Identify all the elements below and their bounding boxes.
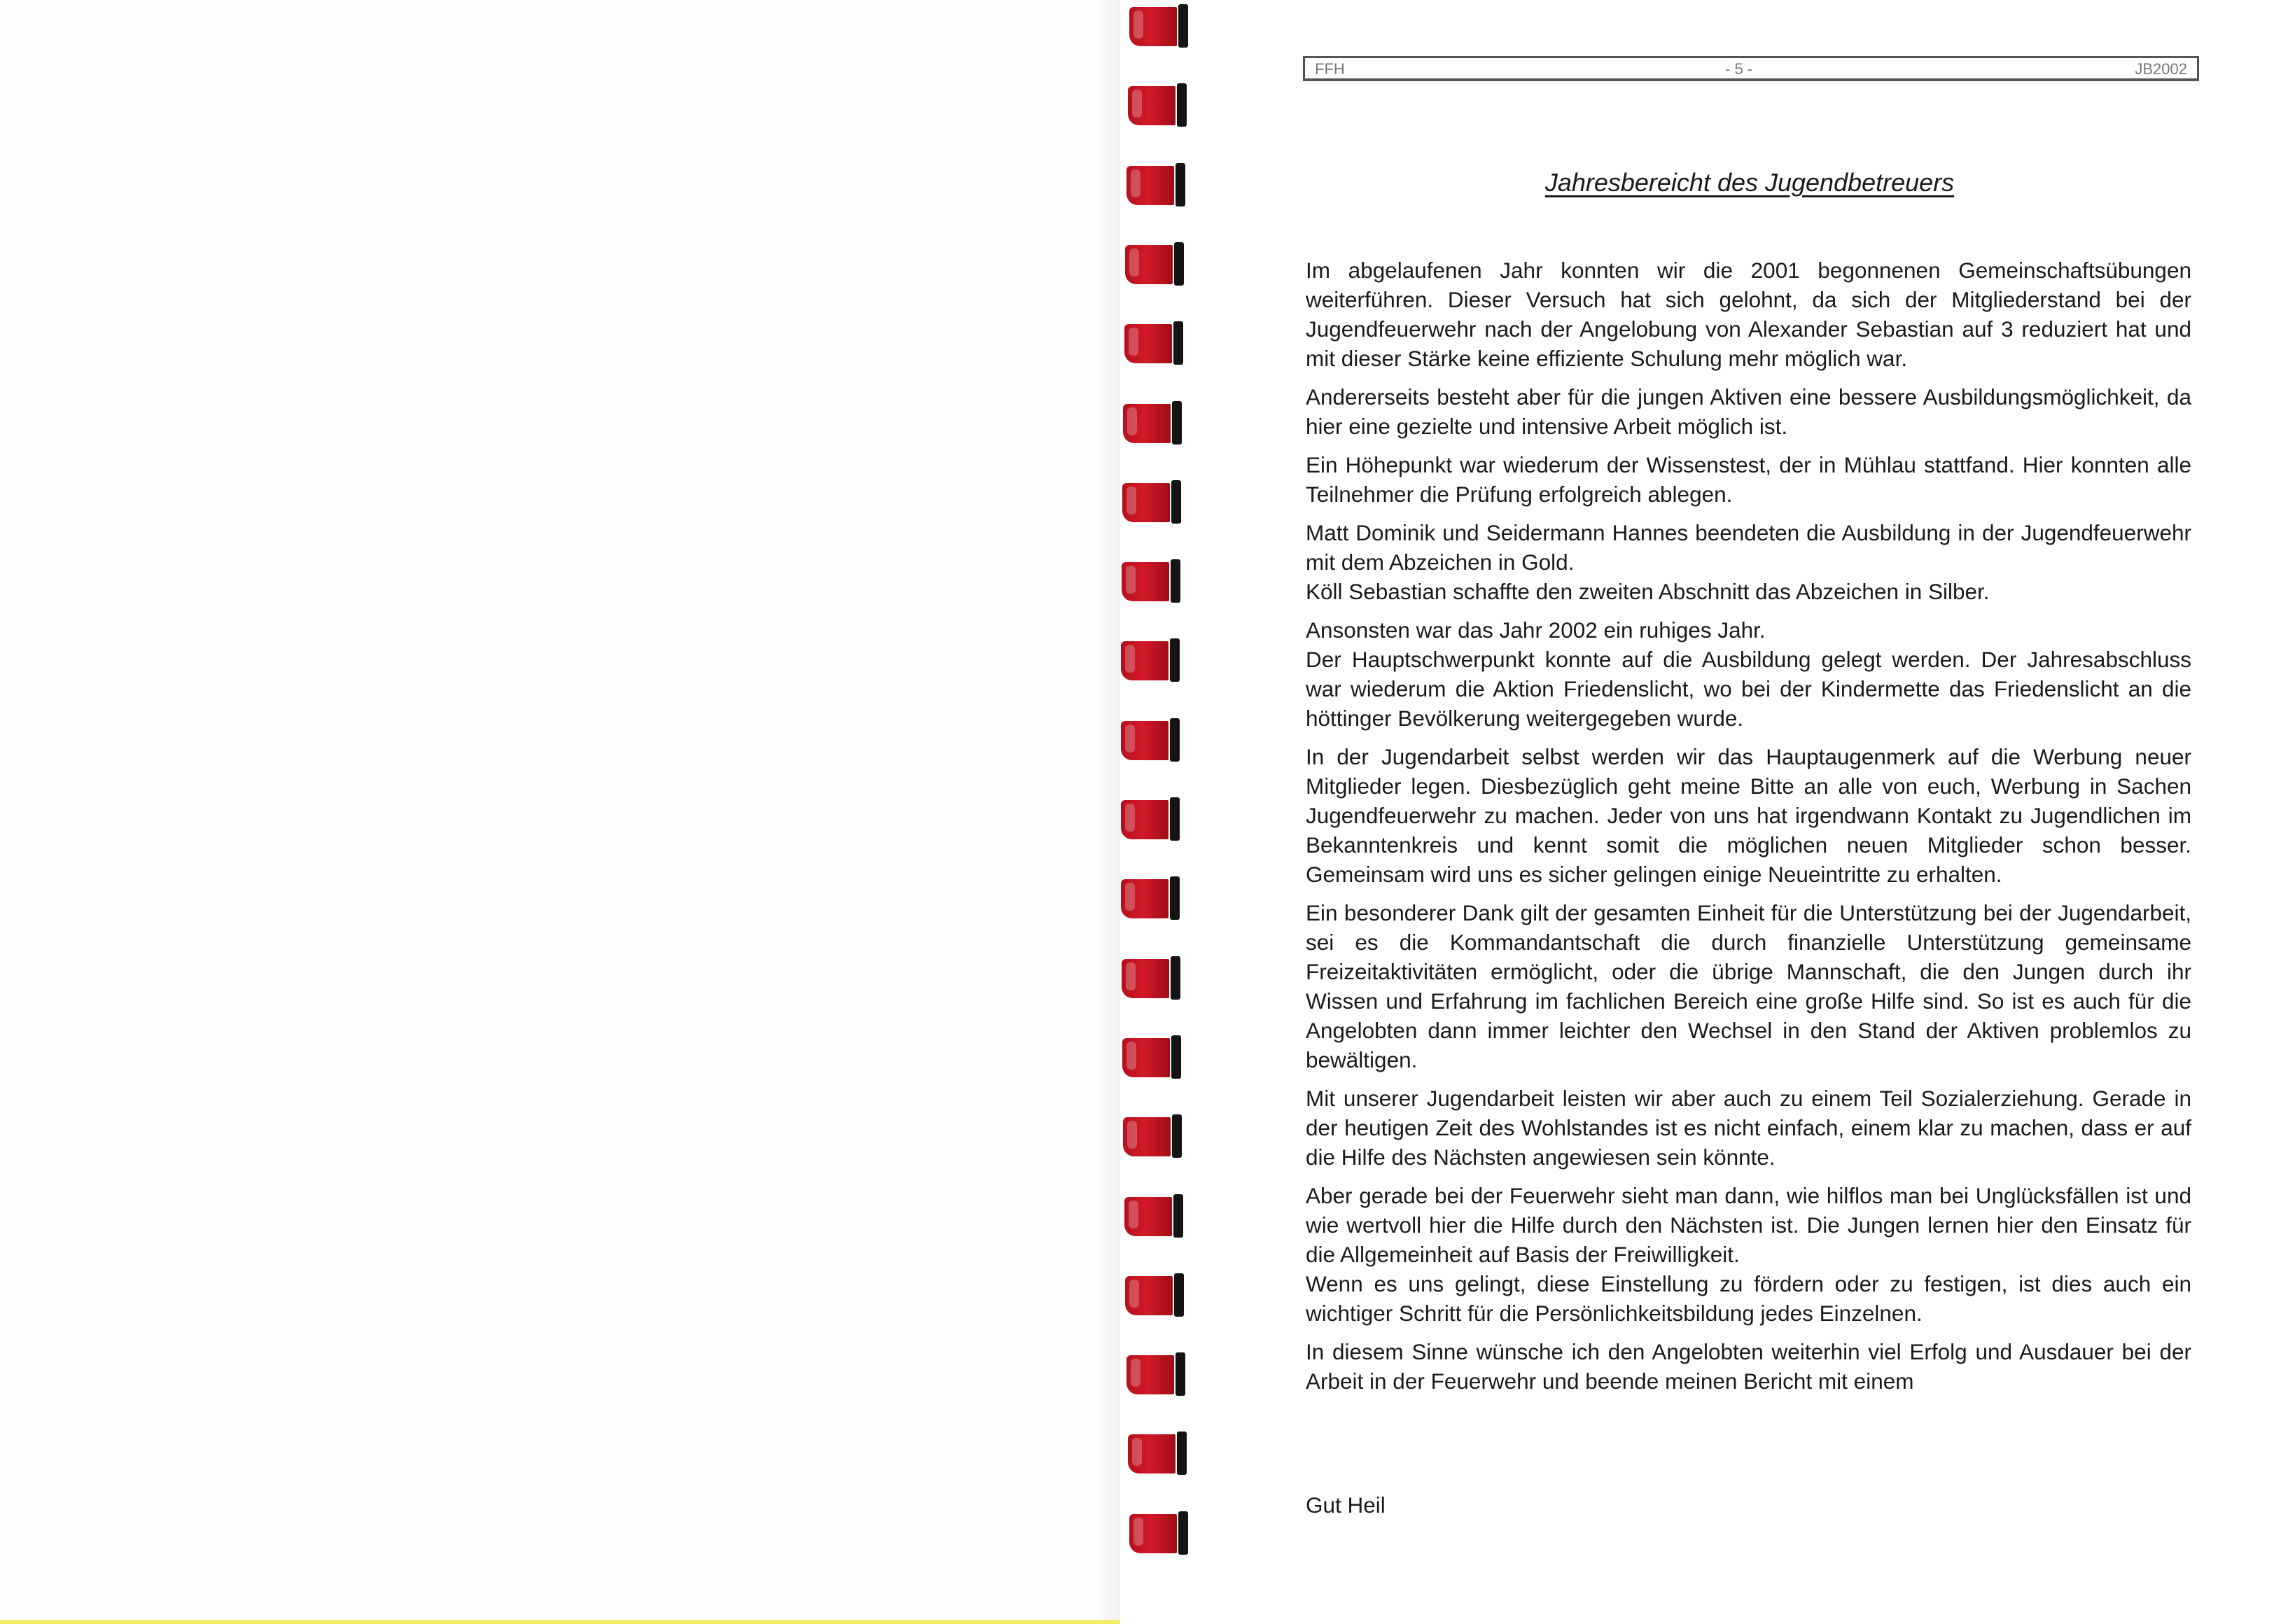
report-paragraph <box>1306 615 2191 733</box>
binding-ring <box>1121 641 1180 680</box>
header-right-label: JB2002 <box>2135 60 2187 78</box>
binding-ring-clip <box>1170 718 1180 762</box>
binding-ring-clip <box>1170 638 1180 682</box>
binding-ring <box>1122 483 1181 522</box>
binding-ring <box>1122 562 1180 601</box>
binding-ring <box>1124 324 1183 363</box>
report-paragraph <box>1306 898 2191 1074</box>
binding-ring <box>1123 404 1182 443</box>
binding-ring-clip <box>1172 401 1182 444</box>
binding-ring-clip <box>1178 4 1188 48</box>
binding-ring <box>1121 800 1180 839</box>
binding-ring <box>1126 1355 1185 1394</box>
report-paragraph <box>1306 742 2191 889</box>
binding-ring-clip <box>1170 797 1180 841</box>
binding-ring-red <box>1122 1038 1170 1077</box>
binding-ring-red <box>1124 1197 1172 1236</box>
paragraph-line: Wenn es uns gelingt, diese Einstellung zu fördern oder zu festigen, ist dies auch ein wichtiger Schritt für die Persönlichkeitsbildung jedes Einzelnen. <box>1306 1271 2191 1326</box>
binding-ring-red <box>1128 1434 1176 1474</box>
document-title: Jahresbereicht des Jugendbetreuers <box>1544 168 1955 197</box>
binding-ring-clip <box>1176 1352 1185 1396</box>
binding-ring-red <box>1129 7 1177 46</box>
report-paragraph <box>1306 518 2191 606</box>
binding-ring <box>1124 1197 1183 1236</box>
paragraph-line: Köll Sebastian schaffte den zweiten Abschnitt das Abzeichen in Silber. <box>1306 579 1990 604</box>
binding-ring-clip <box>1178 1511 1188 1555</box>
binding-ring-clip <box>1173 321 1183 365</box>
yellow-bottom-strip <box>0 1620 1120 1624</box>
binding-ring-clip <box>1171 956 1180 1000</box>
binding-ring-clip <box>1171 1035 1181 1079</box>
paragraph-line: Matt Dominik und Seidermann Hannes beendeten die Ausbildung in der Jugendfeuerwehr mit dem Abzeichen in Gold. <box>1306 520 2191 575</box>
binding-ring-clip <box>1177 83 1187 127</box>
binding-ring <box>1125 245 1184 284</box>
report-paragraph <box>1306 1181 2191 1328</box>
binding-ring-red <box>1126 1355 1174 1394</box>
paragraph-line: Andererseits besteht aber für die jungen Aktiven eine bessere Ausbildungsmöglichkeit, da hier eine gezielte und intensive Arbeit möglich ist. <box>1306 384 2191 439</box>
binding-ring-red <box>1123 404 1171 443</box>
binding-ring-clip <box>1174 242 1184 286</box>
binding-ring <box>1129 1514 1188 1553</box>
paragraph-line: Aber gerade bei der Feuerwehr sieht man dann, wie hilflos man bei Unglücksfällen ist und wie wertvoll hier die Hilfe durch den Nächsten ist. Die Jungen lernen hier den Einsatz für die Allgemeinheit auf Basis der Freiwilligkeit. <box>1306 1183 2191 1267</box>
binding-ring-clip <box>1172 1114 1182 1158</box>
binding-ring-clip <box>1174 1273 1184 1317</box>
binding-ring-red <box>1122 483 1170 522</box>
binding-ring <box>1123 1117 1182 1156</box>
binding-ring-clip <box>1171 559 1180 603</box>
binding-ring <box>1128 1434 1187 1474</box>
paragraph-line: Ein Höhepunkt war wiederum der Wissenstest, der in Mühlau stattfand. Hier konnten alle Teilnehmer die Prüfung erfolgreich ablegen. <box>1306 452 2191 507</box>
binding-ring <box>1128 86 1187 125</box>
binding-ring-red <box>1123 1117 1171 1156</box>
binding-ring-clip <box>1177 1432 1187 1475</box>
binding-ring-clip <box>1170 876 1180 920</box>
spiral-binding <box>1110 0 1194 1624</box>
binding-ring <box>1122 959 1180 998</box>
binding-ring-red <box>1121 721 1169 760</box>
report-body <box>1306 255 2191 1405</box>
binding-ring-clip <box>1176 163 1185 206</box>
binding-ring-red <box>1121 641 1169 680</box>
binding-ring <box>1126 166 1185 205</box>
binding-ring-red <box>1122 959 1169 998</box>
left-page <box>0 0 1120 1624</box>
page-header <box>1303 56 2199 81</box>
binding-ring-red <box>1128 86 1176 125</box>
binding-ring-red <box>1125 245 1173 284</box>
binding-ring-red <box>1121 879 1169 918</box>
binding-ring-red <box>1122 562 1169 601</box>
binding-ring-clip <box>1171 480 1181 524</box>
report-paragraph <box>1306 450 2191 509</box>
binding-ring <box>1121 721 1180 760</box>
report-paragraph <box>1306 255 2191 373</box>
paragraph-line: Ansonsten war das Jahr 2002 ein ruhiges Jahr. <box>1306 617 1766 643</box>
report-paragraph <box>1306 1337 2191 1396</box>
binding-ring-red <box>1129 1514 1177 1553</box>
paragraph-line: In diesem Sinne wünsche ich den Angelobten weiterhin viel Erfolg und Ausdauer bei der Arbeit in der Feuerwehr und beende meinen Bericht mit einem <box>1306 1339 2191 1394</box>
binding-ring-red <box>1126 166 1174 205</box>
binding-ring-red <box>1125 1276 1173 1315</box>
right-page <box>1204 0 2295 1624</box>
paragraph-line: Der Hauptschwerpunkt konnte auf die Ausbildung gelegt werden. Der Jahresabschluss war wiederum die Aktion Friedenslicht, wo bei der Kindermette das Friedenslicht an die höttinger Bevölkerung weitergegeben wurde. <box>1306 647 2191 731</box>
report-paragraph <box>1306 1084 2191 1172</box>
closing-greeting: Gut Heil <box>1306 1492 1386 1518</box>
paragraph-line: Im abgelaufenen Jahr konnten wir die 2001 begonnenen Gemeinschaftsübungen weiterführen. Dieser Versuch hat sich gelohnt, da sich der Mitgliederstand bei der Jugendfeuerwehr nach der Angelobung von Alexander Sebastian auf 3 reduziert hat und mit dieser Stärke keine effiziente Schulung mehr möglich war. <box>1306 258 2191 371</box>
binding-ring <box>1125 1276 1184 1315</box>
binding-ring-red <box>1121 800 1169 839</box>
header-left-label: FFH <box>1315 60 1345 78</box>
binding-ring <box>1121 879 1180 918</box>
paragraph-line: In der Jugendarbeit selbst werden wir das Hauptaugenmerk auf die Werbung neuer Mitglieder legen. Diesbezüglich geht meine Bitte an alle von euch, Werbung in Sachen Jugendfeuerwehr zu machen. Jeder von uns hat irgendwann Kontakt zu Jugendlichen im Bekanntenkreis und kennt somit die möglichen neuen Mitglieder schon besser. Gemeinsam wird uns es sicher gelingen einige Neueintritte zu erhalten. <box>1306 744 2191 887</box>
binding-ring-red <box>1124 324 1172 363</box>
binding-ring <box>1129 7 1188 46</box>
binding-ring-clip <box>1173 1194 1183 1238</box>
binding-ring <box>1122 1038 1181 1077</box>
paragraph-line: Mit unserer Jugendarbeit leisten wir aber auch zu einem Teil Sozialerziehung. Gerade in der heutigen Zeit des Wohlstandes ist es nicht einfach, einem klar zu machen, dass er auf die Hilfe des Nächsten angewiesen sein könnte. <box>1306 1086 2191 1170</box>
paragraph-line: Ein besonderer Dank gilt der gesamten Einheit für die Unterstützung bei der Jugendarbeit, sei es die Kommandantschaft die durch finanzielle Unterstützung gemeinsame Freizeitaktivitäten ermöglicht, oder die übrige Mannschaft, die den Jungen durch ihr Wissen und Erfahrung im fachlichen Bereich eine große Hilfe sind. So ist es auch für die Angelobten dann immer leichter den Wechsel in den Stand der Aktiven problemlos zu bewältigen. <box>1306 900 2191 1072</box>
report-paragraph <box>1306 382 2191 441</box>
page-number: - 5 - <box>1725 60 1753 78</box>
